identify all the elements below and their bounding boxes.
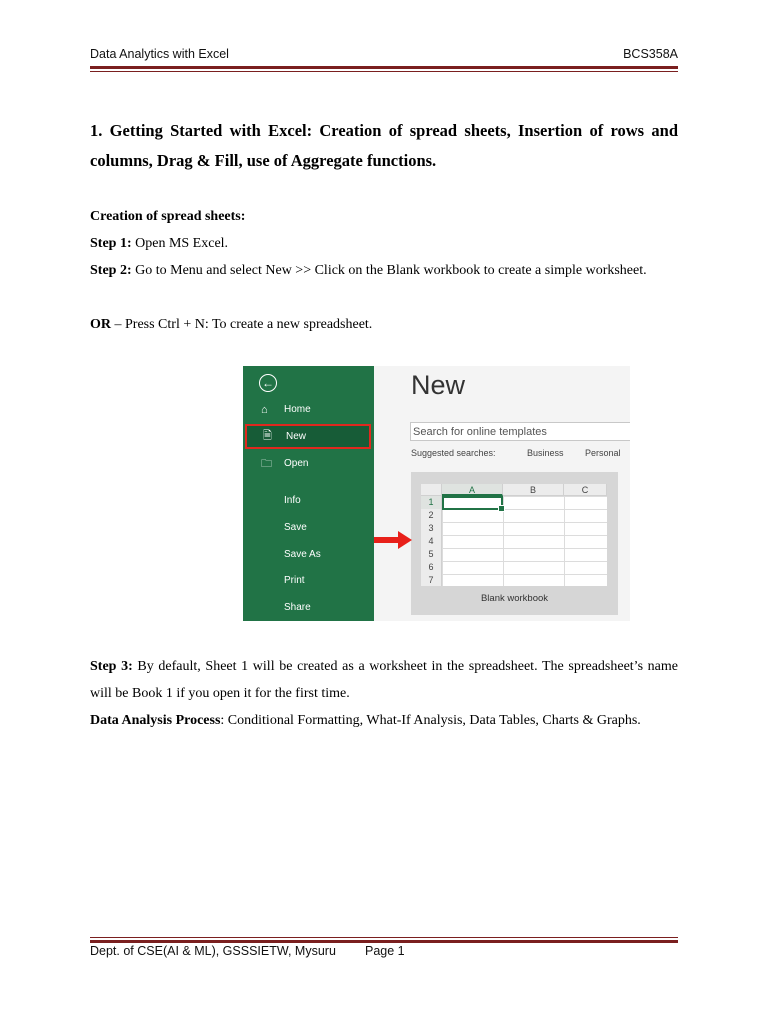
step-3 <box>90 653 678 707</box>
or-shortcut <box>90 311 678 338</box>
row-header: 4 <box>421 535 442 548</box>
column-header: C <box>564 484 607 496</box>
backstage-sidebar <box>243 366 374 621</box>
menu-item-save[interactable] <box>243 516 374 540</box>
subsection-heading-text: Creation of spread sheets: <box>90 209 246 224</box>
menu-item-label: Home <box>284 404 311 415</box>
menu-item-info[interactable] <box>243 489 374 513</box>
column-header: A <box>442 484 503 496</box>
grid-corner <box>421 484 442 496</box>
excel-new-screenshot <box>243 366 630 621</box>
header-rule-thin <box>90 71 678 72</box>
menu-item-home[interactable] <box>243 398 374 422</box>
row-header: 2 <box>421 509 442 522</box>
menu-item-label: Info <box>284 495 301 506</box>
step-1-label: Step 1: <box>90 236 132 251</box>
new-page-title: New <box>411 370 466 400</box>
column-header: B <box>503 484 564 496</box>
active-cell-a1 <box>442 496 503 510</box>
row-header: 5 <box>421 548 442 561</box>
process-label: Data Analysis Process <box>90 713 221 728</box>
menu-item-share[interactable] <box>243 596 374 620</box>
step-1 <box>90 230 678 257</box>
home-icon: ⌂ <box>261 404 268 416</box>
page-number: Page 1 <box>365 944 405 958</box>
footer-rule-thin <box>90 937 678 938</box>
process-text: : Conditional Formatting, What-If Analysis, Data Tables, Charts & Graphs. <box>220 713 641 728</box>
blank-workbook-label: Blank workbook <box>480 593 549 604</box>
or-text: – Press Ctrl + N: To create a new spreadsheet. <box>111 317 373 332</box>
menu-item-save-as[interactable] <box>243 543 374 567</box>
running-header-title: Data Analytics with Excel <box>90 47 229 61</box>
step-3-text: By default, Sheet 1 will be created as a worksheet in the spreadsheet. The spreadsheet’s name will be Book 1 if you open it for the first time. <box>90 659 678 701</box>
row-header: 7 <box>421 574 442 586</box>
menu-item-label: Save <box>284 522 307 533</box>
red-arrow-icon <box>374 531 412 549</box>
header-rule-thick <box>90 66 678 69</box>
step-1-text: Open MS Excel. <box>131 236 229 251</box>
menu-item-label: Share <box>284 602 311 613</box>
open-folder-icon: 🗀 <box>261 458 272 470</box>
blank-workbook-card[interactable] <box>411 472 618 615</box>
row-header: 3 <box>421 522 442 535</box>
menu-item-label: New <box>286 431 307 442</box>
template-search-input[interactable]: Search for online templates <box>410 422 630 441</box>
step-2-text: Go to Menu and select New >> Click on the Blank workbook to create a simple worksheet. <box>131 263 647 278</box>
step-2-label: Step 2: <box>90 263 132 278</box>
course-code: BCS358A <box>623 47 678 61</box>
blank-workbook-preview <box>421 484 607 586</box>
footer-department: Dept. of CSE(AI & ML), GSSSIETW, Mysuru <box>90 944 336 958</box>
suggested-searches-label: Suggested searches: <box>411 448 496 458</box>
backstage-main <box>374 366 630 621</box>
row-header: 6 <box>421 561 442 574</box>
menu-item-print[interactable] <box>243 569 374 593</box>
menu-item-open[interactable] <box>243 452 374 476</box>
new-document-icon: 🗎 <box>263 430 272 442</box>
data-analysis-process <box>90 707 678 734</box>
section-title: 1. Getting Started with Excel: Creation of spread sheets, Insertion of rows and columns, Drag & Fill, use of Aggregate functions. <box>90 121 678 170</box>
menu-item-label: Save As <box>284 549 321 560</box>
step-2 <box>90 257 678 284</box>
back-arrow-icon[interactable]: ← <box>259 374 277 392</box>
suggested-search-business[interactable]: Business <box>527 448 564 458</box>
suggested-search-personal[interactable]: Personal <box>585 448 621 458</box>
step-3-label: Step 3: <box>90 659 133 674</box>
subsection-heading <box>90 203 678 230</box>
or-label: OR <box>90 317 111 332</box>
menu-item-label: Open <box>284 458 309 469</box>
menu-item-label: Print <box>284 575 305 586</box>
menu-item-new[interactable] <box>245 424 371 449</box>
row-header: 1 <box>421 496 442 509</box>
footer-rule-thick <box>90 940 678 943</box>
